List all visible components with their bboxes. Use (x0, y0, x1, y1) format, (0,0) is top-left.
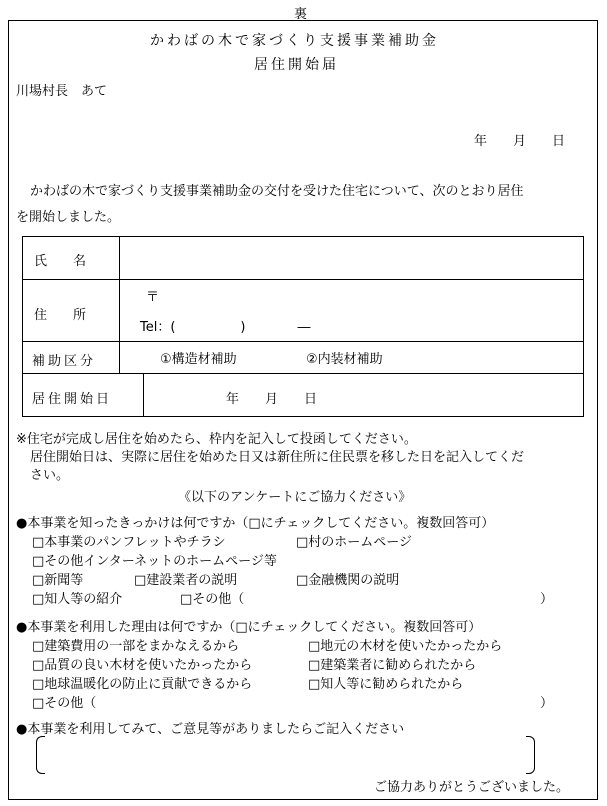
addressee: 川場村長 あて (16, 84, 108, 99)
name-field[interactable] (124, 240, 580, 278)
q2-option-cost[interactable]: □建築費用の一部をまかなえるから (32, 639, 240, 654)
address-label: 住 所 (34, 308, 87, 323)
q1-option-newspaper[interactable]: □新聞等 (32, 573, 84, 588)
option-structural[interactable]: ①構造材補助 (160, 352, 237, 367)
q1-option-other[interactable]: □その他（ (180, 592, 245, 607)
q1-option-other-web[interactable]: □その他インターネットのホームページ等 (32, 554, 277, 569)
body-line-1: かわばの木で家づくり支援事業補助金の交付を受けた住宅について、次のとおり居住 (30, 184, 524, 199)
category-label: 補助区分 (32, 354, 97, 369)
date-line: 年 月 日 (474, 134, 566, 149)
start-date-field[interactable]: 年 月 日 (226, 392, 318, 407)
q2-option-acquaintance[interactable]: □知人等に勧められたから (308, 677, 464, 692)
note-1: ※住宅が完成し居住を始めたら、枠内を記入して投函してください。 (16, 432, 417, 447)
q1-other-close: ） (540, 592, 554, 607)
q2-option-other[interactable]: □その他（ (32, 696, 97, 711)
q2-option-builder[interactable]: □建築業者に勧められたから (308, 658, 477, 673)
comment-bracket-right (526, 736, 535, 774)
document-subtitle: 居住開始届 (254, 57, 339, 73)
side-label: 裏 (294, 7, 308, 22)
comment-field[interactable] (48, 738, 522, 770)
question-2: ●本事業を利用した理由は何ですか（□にチェックしてください。複数回答可） (16, 620, 482, 635)
name-label: 氏 名 (34, 254, 87, 269)
q1-option-builder[interactable]: □建設業者の説明 (134, 573, 238, 588)
document-title: かわばの木で家づくり支援事業補助金 (150, 33, 439, 49)
q2-option-quality[interactable]: □品質の良い木材を使いたかったから (32, 658, 253, 673)
q1-option-pamphlet[interactable]: □本事業のパンフレットやチラシ (32, 535, 226, 550)
q2-other-close: ） (540, 696, 554, 711)
note-2a: 居住開始日は、実際に居住を始めた日又は新住所に住民票を移した日を記入してくだ (30, 450, 525, 465)
start-date-label: 居住開始日 (32, 392, 113, 407)
option-interior[interactable]: ②内装材補助 (306, 352, 383, 367)
postal-mark: 〒 (146, 290, 160, 305)
q1-option-acquaintance[interactable]: □知人等の紹介 (32, 592, 123, 607)
q2-option-local-wood[interactable]: □地元の木材を使いたかったから (308, 639, 503, 654)
survey-heading: 《以下のアンケートにご協力ください》 (178, 490, 412, 505)
q1-option-village-site[interactable]: □村のホームページ (296, 535, 413, 550)
thanks-text: ご協力ありがとうございました。 (374, 780, 570, 795)
tel-line[interactable]: Tel：( ) ― (140, 320, 311, 335)
q1-option-bank[interactable]: □金融機関の説明 (296, 573, 400, 588)
comment-bracket-left (36, 736, 45, 774)
note-2b: さい。 (30, 468, 70, 483)
body-line-2: を開始しました。 (16, 210, 121, 225)
question-3: ●本事業を利用してみて、ご意見等がありましたらご記入ください (16, 722, 405, 737)
question-1: ●本事業を知ったきっかけは何ですか（□にチェックしてください。複数回答可） (16, 516, 495, 531)
q2-option-climate[interactable]: □地球温暖化の防止に貢献できるから (32, 677, 253, 692)
